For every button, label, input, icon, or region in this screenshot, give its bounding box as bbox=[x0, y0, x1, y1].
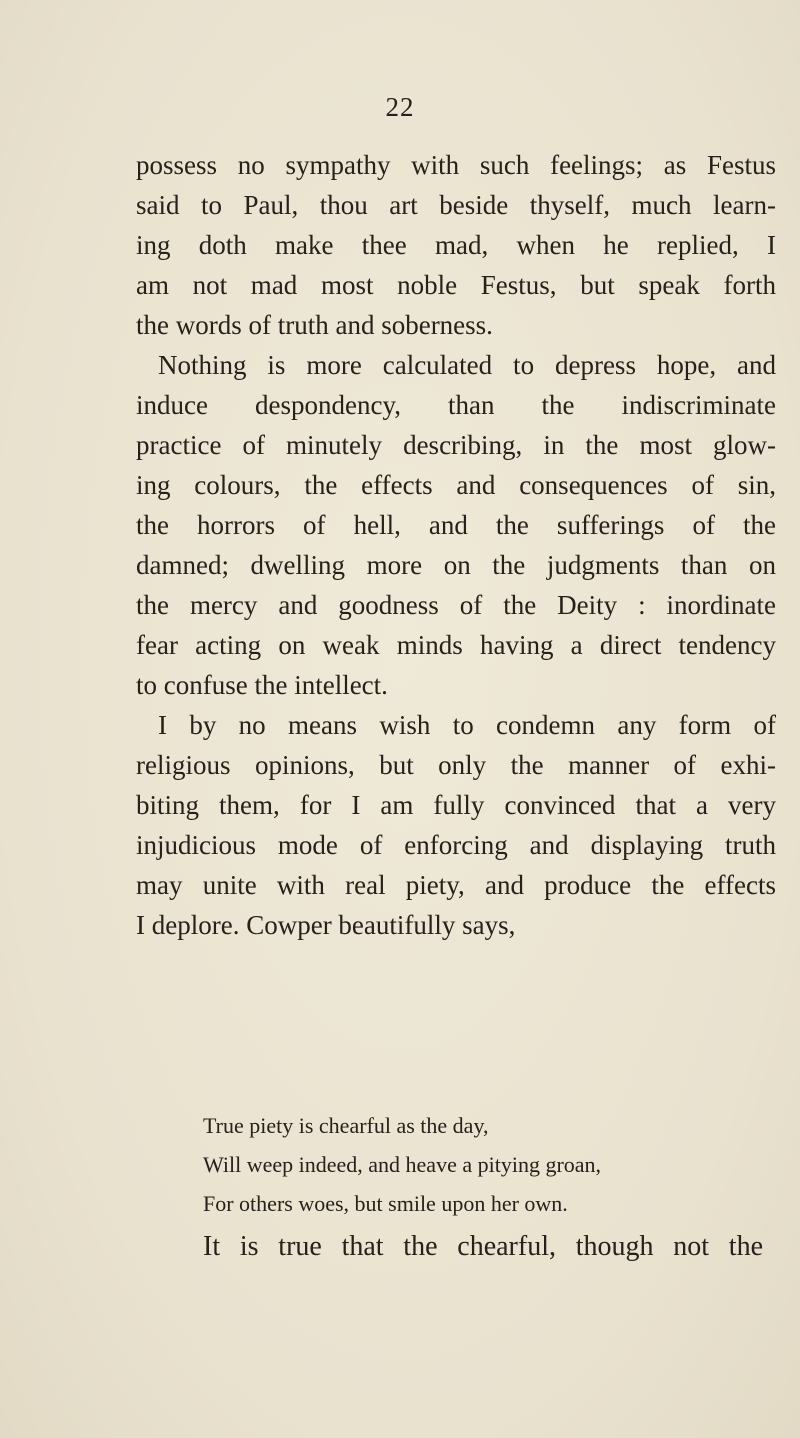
poem-line: Will weep indeed, and heave a pitying groan, bbox=[203, 1152, 602, 1177]
text-line: religious opinions, but only the manner of exhi- bbox=[136, 750, 776, 780]
text-line: possess no sympathy with such feelings; as Festus bbox=[136, 150, 776, 180]
text-line: said to Paul, thou art beside thyself, much learn- bbox=[136, 190, 776, 220]
text-line: am not mad most noble Festus, but speak forth bbox=[136, 270, 776, 300]
text-line: I by no means wish to condemn any form of bbox=[158, 710, 776, 740]
text-line: fear acting on weak minds having a direct tendency bbox=[136, 630, 776, 660]
text-line: ing doth make thee mad, when he replied, I bbox=[136, 230, 776, 260]
text-line: It is true that the chearful, though not the bbox=[203, 1231, 763, 1262]
text-line: Nothing is more calculated to depress hope, and bbox=[158, 350, 776, 380]
text-line: damned; dwelling more on the judgments than on bbox=[136, 550, 776, 580]
page-number: 22 bbox=[385, 92, 415, 122]
poem-quotation bbox=[203, 1106, 723, 1223]
text-line: to confuse the intellect. bbox=[136, 670, 388, 700]
text-line: ing colours, the effects and consequences of sin, bbox=[136, 470, 776, 500]
text-line: I deplore. Cowper beautifully says, bbox=[136, 910, 516, 940]
text-line: the horrors of hell, and the sufferings of the bbox=[136, 510, 776, 540]
poem-line: True piety is chearful as the day, bbox=[203, 1113, 489, 1138]
text-line: the words of truth and soberness. bbox=[136, 310, 493, 340]
text-line: injudicious mode of enforcing and displaying truth bbox=[136, 830, 776, 860]
text-line: the mercy and goodness of the Deity : inordinate bbox=[136, 590, 776, 620]
text-line: may unite with real piety, and produce the effects bbox=[136, 870, 776, 900]
text-line: practice of minutely describing, in the most glow- bbox=[136, 430, 776, 460]
closing-text bbox=[203, 1227, 763, 1267]
body-text bbox=[136, 145, 776, 945]
text-line: induce despondency, than the indiscriminate bbox=[136, 390, 776, 420]
poem-line: For others woes, but smile upon her own. bbox=[203, 1191, 568, 1216]
text-line: biting them, for I am fully convinced that a very bbox=[136, 790, 776, 820]
